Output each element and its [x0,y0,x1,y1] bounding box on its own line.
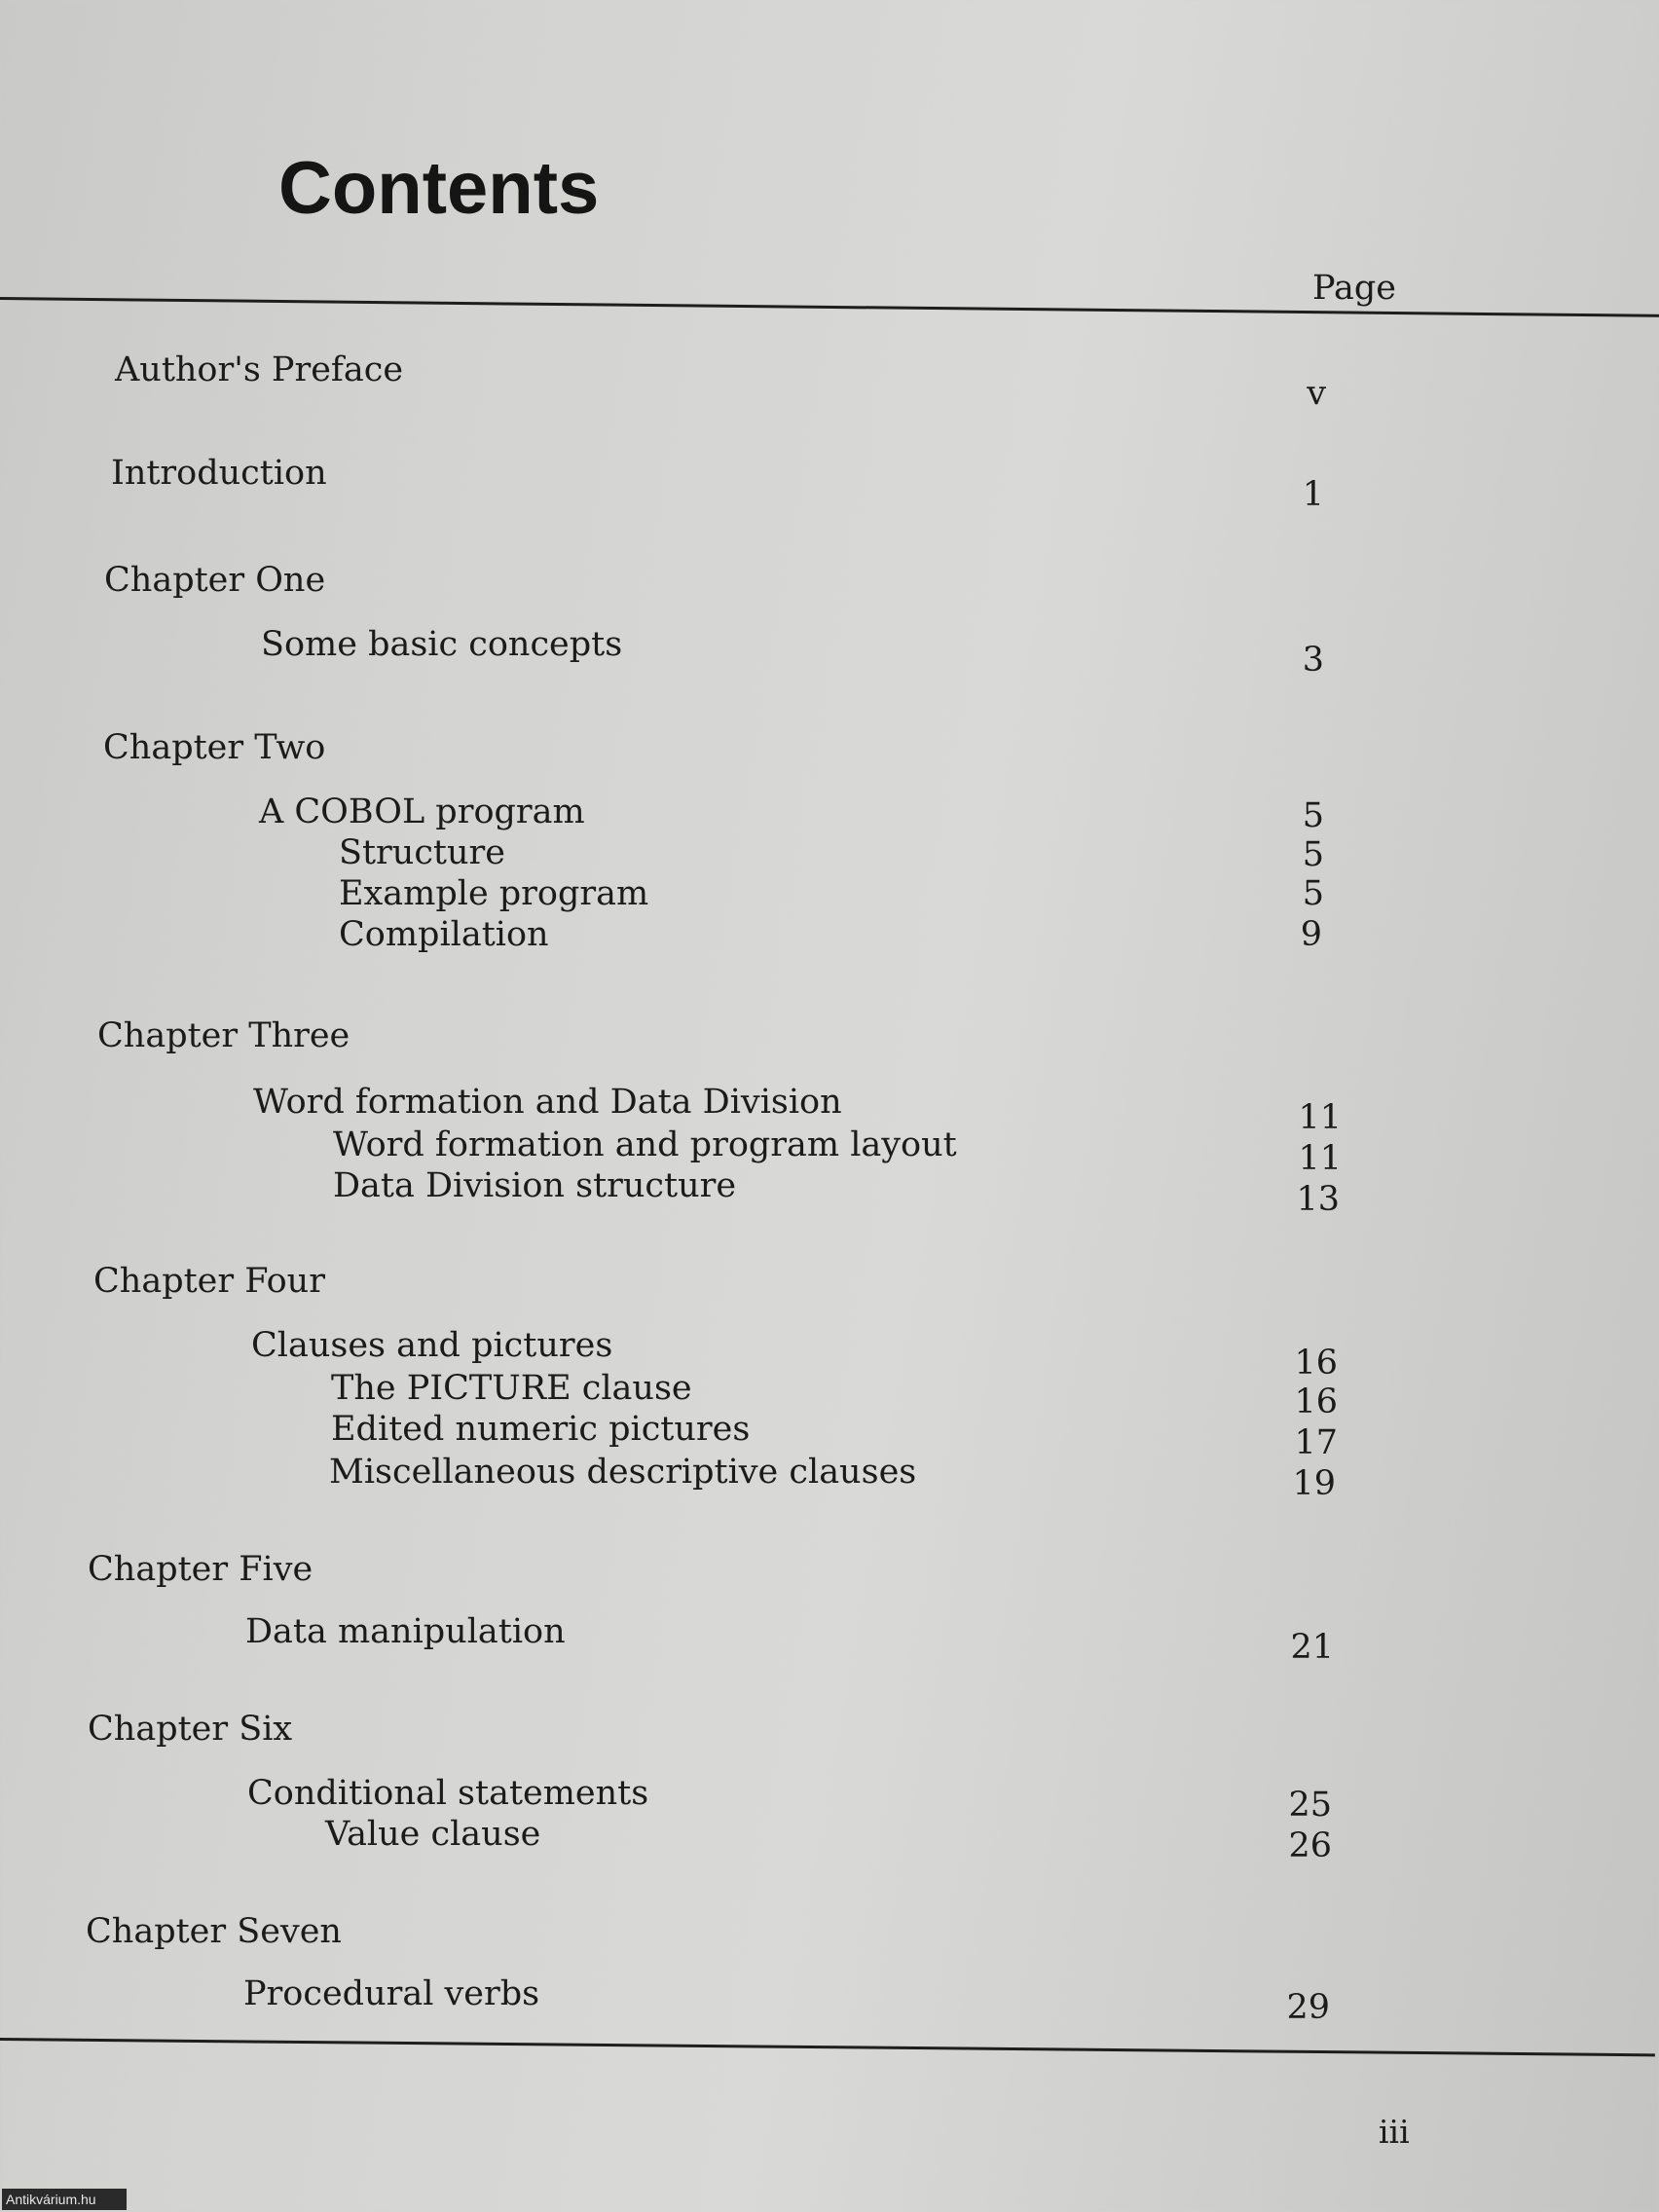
toc-page-number: 17 [1294,1423,1338,1462]
toc-page-number: 25 [1288,1786,1332,1825]
toc-subentry: Word formation and program layout [333,1125,957,1164]
toc-page-number: 21 [1290,1628,1334,1667]
toc-page-number: v [1307,374,1326,413]
toc-page-number: 5 [1302,874,1324,913]
toc-entry: Procedural verbs [243,1974,540,2013]
toc-page-number: 19 [1292,1464,1336,1503]
toc-page-number: 16 [1294,1344,1338,1382]
chapter-heading: Chapter Seven [86,1912,342,1951]
chapter-heading: Chapter Five [88,1550,313,1589]
toc-page-number: 16 [1294,1382,1338,1421]
toc-subentry: The PICTURE clause [331,1369,692,1408]
toc-page-number: 29 [1286,1988,1330,2027]
chapter-heading: Chapter Three [97,1016,350,1055]
toc-page-number: 9 [1300,915,1322,954]
chapter-heading: Chapter Four [93,1262,325,1301]
toc-entry: A COBOL program [259,793,585,831]
toc-entry: Author's Preface [115,350,404,389]
toc-entry: Conditional statements [247,1774,649,1813]
toc-subentry: Compilation [339,915,549,954]
chapter-heading: Chapter One [104,561,326,600]
page-column-heading: Page [1312,269,1396,308]
toc-page-number: 1 [1302,475,1324,514]
toc-entry: Introduction [111,454,327,493]
top-rule [0,297,1659,317]
toc-subentry: Example program [339,874,649,913]
toc-entry: Data manipulation [245,1612,566,1651]
toc-entry: Word formation and Data Division [253,1083,842,1122]
toc-entry: Clauses and pictures [251,1326,613,1365]
toc-page-number: 26 [1288,1826,1332,1865]
toc-page-number: 11 [1298,1139,1342,1178]
watermark: Antikvárium.hu [2,2189,127,2210]
page-title: Contents [278,147,600,230]
toc-subentry: Data Division structure [333,1166,737,1205]
toc-subentry: Edited numeric pictures [331,1410,751,1449]
toc-page-number: 5 [1302,835,1324,874]
toc-page-number: 3 [1302,641,1324,680]
toc-page-number: 13 [1296,1180,1340,1219]
toc-entry: Some basic concepts [261,625,623,664]
toc-subentry: Miscellaneous descriptive clauses [329,1453,917,1492]
page-folio: iii [1379,2113,1410,2151]
chapter-heading: Chapter Six [88,1710,293,1749]
toc-subentry: Structure [339,833,505,872]
bottom-rule [0,2038,1655,2056]
toc-subentry: Value clause [325,1815,541,1854]
toc-page-number: 5 [1302,796,1324,835]
toc-page-number: 11 [1298,1098,1342,1137]
chapter-heading: Chapter Two [103,728,326,767]
